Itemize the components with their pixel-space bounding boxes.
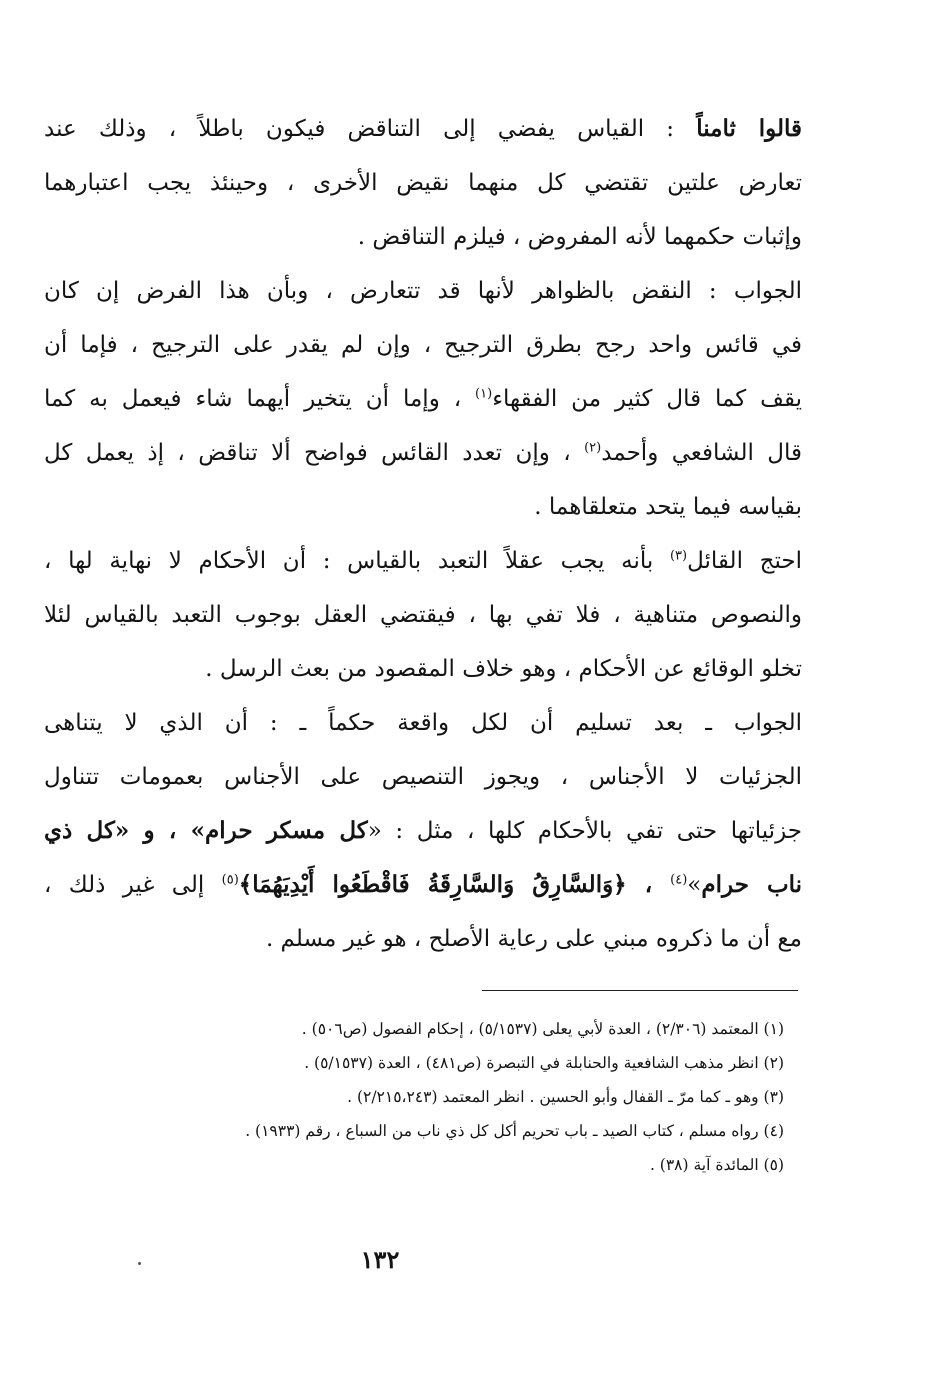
text-line: تعارض علتين تقتضي كل منهما نقيض الأخرى ، وحينئذ يجب اعتبارهما	[44, 170, 802, 196]
page-number: ١٣٢	[360, 1245, 400, 1274]
footnote-separator	[482, 990, 798, 991]
hadith-quote: ناب حرام	[701, 871, 803, 898]
text-line: الجزئيات لا الأجناس ، ويجوز التنصيص على الأجناس بعمومات تتناول	[44, 764, 802, 790]
text-line: بقياسه فيما يتحد متعلقاهما .	[534, 494, 802, 520]
hadith-quote: كل مسكر حرام	[205, 817, 368, 844]
text-line: جزئياتها حتى تفي بالأحكام كلها ، مثل : «كل مسكر حرام» ، و «كل ذي	[44, 817, 802, 844]
footnote: (٢) انظر مذهب الشافعية والحنابلة في التبصرة (ص٤٨١) ، العدة (٥/١٥٣٧) .	[304, 1054, 784, 1072]
text-line: والنصوص متناهية ، فلا تفي بها ، فيقتضي العقل بوجوب التعبد بالقياس لئلا	[44, 602, 802, 628]
footnote-marker: (٣)	[669, 548, 688, 564]
footnote-marker: (٥)	[221, 872, 239, 888]
main-text	[44, 102, 802, 966]
text-line: وإثبات حكمهما لأنه المفروض ، فيلزم التناقض .	[357, 224, 802, 250]
text-line: قالوا ثامناً : القياس يفضي إلى التناقض فيكون باطلاً ، وذلك عند	[44, 115, 803, 142]
footnote-marker: (٤)	[670, 872, 688, 888]
text-line: قال الشافعي وأحمد$^{(٢)}$ ، وإن تعدد القائس فواضح ألا تناقض ، إذ يعمل كل	[44, 440, 802, 466]
footnote: (٤) رواه مسلم ، كتاب الصيد ـ باب تحريم أكل كل ذي ناب من السباع ، رقم (١٩٣٣) .	[245, 1122, 784, 1140]
text-line: تخلو الوقائع عن الأحكام ، وهو خلاف المقصود من بعث الرسل .	[205, 656, 802, 682]
footnote: (١) المعتمد (٢/٣٠٦) ، العدة لأبي يعلى (٥/١٥٣٧) ، إحكام الفصول (ص٥٠٦) .	[301, 1020, 784, 1038]
text-line: الجواب : النقض بالظواهر لأنها قد تتعارض ، وبأن هذا الفرض إن كان	[44, 278, 802, 304]
footnotes	[44, 1012, 784, 1182]
text-line: ناب حرام»$^{(٤)}$ ، ﴿وَالسَّارِقُ وَالسَّارِقَةُ فَاقْطَعُوا أَيْدِيَهُمَا﴾$^{(٥)}$ إلى غير ذلك ،	[44, 871, 803, 898]
footnote: (٣) وهو ـ كما مرّ ـ القفال وأبو الحسين . انظر المعتمد (٢/٢١٥،٢٤٣) .	[347, 1088, 784, 1106]
text-line: احتج القائل$^{(٣)}$ بأنه يجب عقلاً التعبد بالقياس : أن الأحكام لا نهاية لها ،	[44, 548, 802, 574]
quran-verse: ، ﴿وَالسَّارِقُ وَالسَّارِقَةُ فَاقْطَعُوا أَيْدِيَهُمَا﴾	[238, 871, 671, 898]
paragraph-lead: قالوا ثامناً	[696, 115, 803, 142]
text-line: في قائس واحد رجح بطرق الترجيح ، وإن لم يقدر على الترجيح ، فإما أن	[44, 332, 802, 358]
text-line: يقف كما قال كثير من الفقهاء$^{(١)}$ ، وإما أن يتخير أيهما شاء فيعمل به كما	[44, 386, 802, 412]
footnote-marker: (٢)	[584, 440, 602, 456]
footnote: (٥) المائدة آية (٣٨) .	[649, 1156, 784, 1174]
footnote-marker: (١)	[475, 386, 493, 402]
scan-speck	[138, 1262, 141, 1265]
text-line: الجواب ـ بعد تسليم أن لكل واقعة حكماً ـ : أن الذي لا يتناهى	[44, 710, 802, 736]
text-line: مع أن ما ذكروه مبني على رعاية الأصلح ، هو غير مسلم .	[265, 926, 802, 952]
